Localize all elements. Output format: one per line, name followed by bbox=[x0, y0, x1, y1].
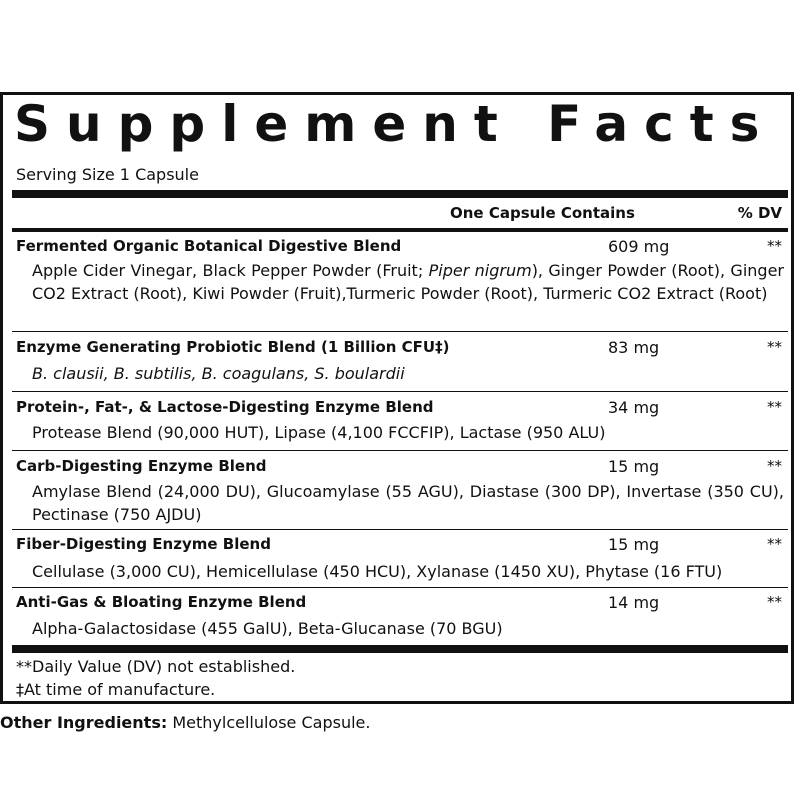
blend-ingredients: Alpha-Galactosidase (455 GalU), Beta-Glucanase (70 BGU) bbox=[32, 619, 503, 638]
row-divider bbox=[12, 331, 788, 332]
blend-amount: 609 mg bbox=[608, 237, 670, 256]
blend-ingredients: Amylase Blend (24,000 DU), Glucoamylase (55 AGU), Diastase (300 DP), Invertase (350 CU), Pectinase (750 AJDU) bbox=[32, 482, 784, 524]
row-divider bbox=[12, 587, 788, 588]
thick-divider-top bbox=[12, 190, 788, 198]
blend-amount: 83 mg bbox=[608, 338, 660, 357]
blend-dv: ** bbox=[767, 398, 782, 416]
serving-size: Serving Size 1 Capsule bbox=[16, 165, 199, 184]
ingredients-text: Apple Cider Vinegar, Black Pepper Powder (Fruit; bbox=[32, 261, 429, 280]
other-ingredients bbox=[0, 712, 370, 734]
blend-ingredients: Protease Blend (90,000 HUT), Lipase (4,100 FCCFIP), Lactase (950 ALU) bbox=[32, 423, 606, 442]
blend-ingredients: B. clausii, B. subtilis, B. coagulans, S. boulardii bbox=[32, 364, 405, 383]
blend-amount: 34 mg bbox=[608, 398, 660, 417]
blend-dv: ** bbox=[767, 237, 782, 255]
other-ingredients-value: Methylcellulose Capsule. bbox=[167, 713, 371, 732]
blend-amount: 15 mg bbox=[608, 535, 660, 554]
blend-name: Fiber-Digesting Enzyme Blend bbox=[16, 535, 271, 553]
amount-column-header: One Capsule Contains bbox=[450, 204, 635, 222]
ingredients-italic: Piper nigrum bbox=[428, 261, 532, 280]
blend-ingredients: Cellulase (3,000 CU), Hemicellulase (450 HCU), Xylanase (1450 XU), Phytase (16 FTU) bbox=[32, 562, 723, 581]
blend-dv: ** bbox=[767, 338, 782, 356]
blend-ingredients bbox=[32, 259, 784, 305]
blend-dv: ** bbox=[767, 457, 782, 475]
blend-dv: ** bbox=[767, 593, 782, 611]
row-divider bbox=[12, 529, 788, 530]
blend-dv: ** bbox=[767, 535, 782, 553]
row-divider bbox=[12, 450, 788, 451]
row-divider bbox=[12, 391, 788, 392]
ingredients-text: ), Ginger Powder (Root), Ginger CO2 Extract (Root), Kiwi Powder (Fruit),Turmeric Powder (Root), Turmeric CO2 Extract (Root) bbox=[32, 261, 784, 303]
blend-name: Protein-, Fat-, & Lactose-Digesting Enzyme Blend bbox=[16, 398, 434, 416]
panel-title: Supplement Facts bbox=[14, 95, 776, 153]
thick-divider-bottom bbox=[12, 645, 788, 653]
dv-column-header: % DV bbox=[737, 204, 782, 222]
blend-name: Carb-Digesting Enzyme Blend bbox=[16, 457, 267, 475]
blend-name: Fermented Organic Botanical Digestive Blend bbox=[16, 237, 402, 255]
blend-amount: 14 mg bbox=[608, 593, 660, 612]
other-ingredients-label: Other Ingredients: bbox=[0, 713, 168, 732]
header-divider bbox=[12, 228, 788, 232]
blend-name: Anti-Gas & Bloating Enzyme Blend bbox=[16, 593, 307, 611]
blend-name: Enzyme Generating Probiotic Blend (1 Billion CFU‡) bbox=[16, 338, 450, 356]
blend-amount: 15 mg bbox=[608, 457, 660, 476]
cfu-footnote: ‡At time of manufacture. bbox=[16, 680, 216, 699]
dv-footnote: **Daily Value (DV) not established. bbox=[16, 657, 296, 676]
